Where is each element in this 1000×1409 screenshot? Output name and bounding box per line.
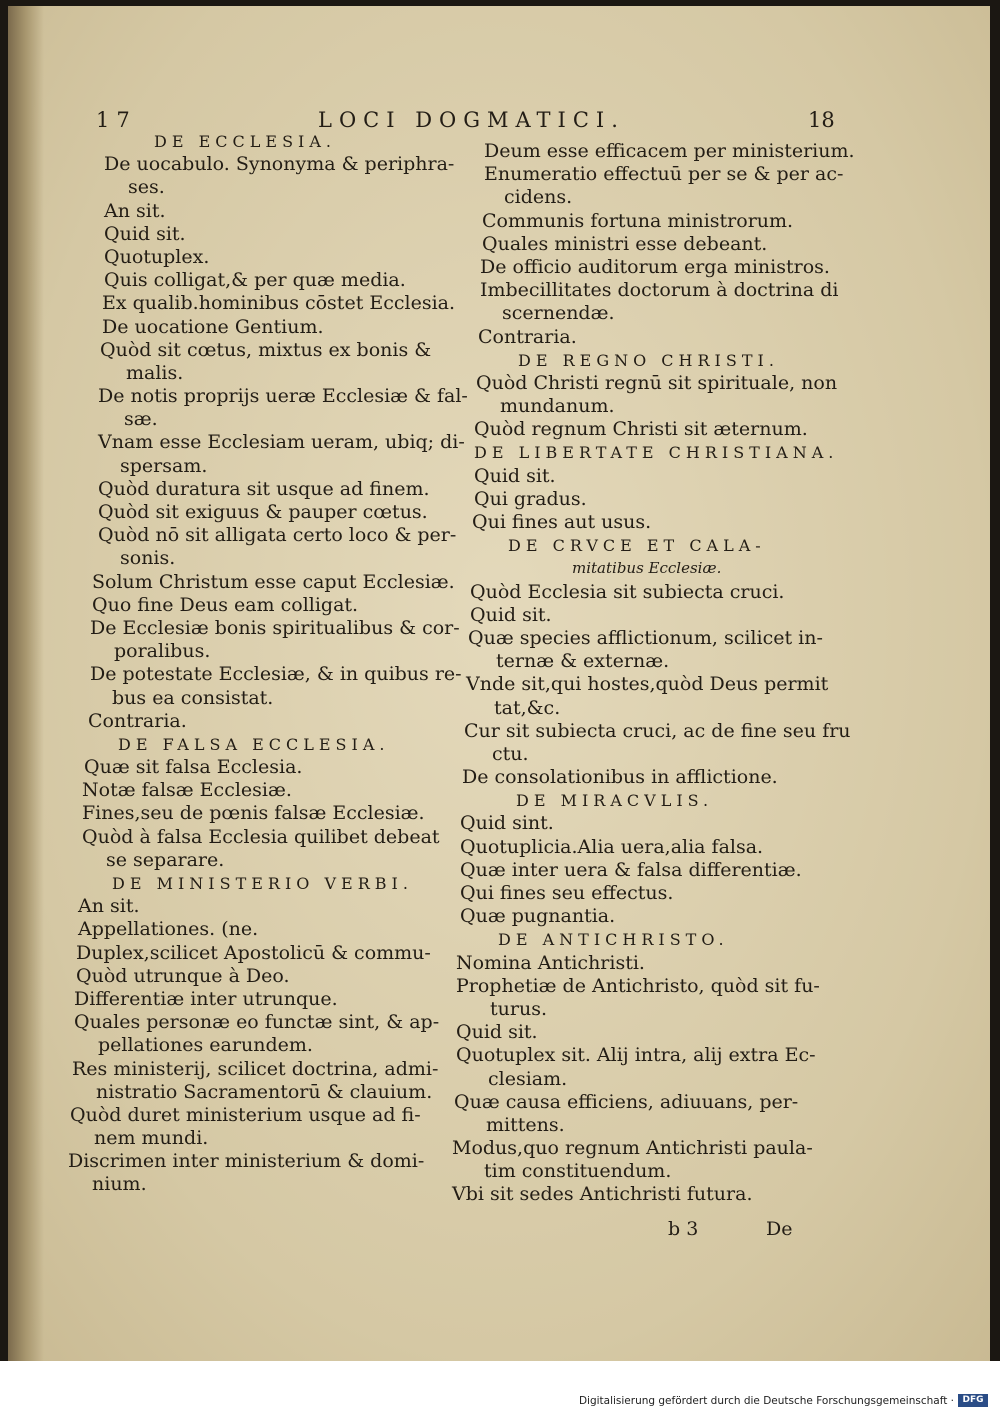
index-line: Imbecillitates doctorum à doctrina di: [480, 279, 839, 302]
index-line: Notæ falsæ Ecclesiæ.: [82, 779, 292, 802]
index-line: De Ecclesiæ bonis spiritualibus & cor-: [90, 616, 460, 639]
section-heading: DE FALSA ECCLESIA.: [118, 734, 390, 754]
page-number-left: 17: [96, 108, 137, 132]
index-line: Quòd Christi regnū sit spirituale, non: [476, 371, 838, 394]
index-line: tat,&c.: [494, 696, 561, 719]
index-line: Nomina Antichristi.: [456, 951, 645, 974]
dfg-logo: DFG: [958, 1394, 988, 1407]
index-line: Quid sint.: [460, 812, 554, 835]
index-line: Quòd à falsa Ecclesia quilibet debeat: [82, 825, 440, 848]
index-line: De consolationibus in afflictione.: [462, 766, 778, 789]
index-line: Prophetiæ de Antichristo, quòd sit fu-: [456, 974, 820, 997]
index-line: De potestate Ecclesiæ, & in quibus re-: [90, 663, 462, 686]
index-line: mundanum.: [500, 395, 615, 418]
index-line: De officio auditorum erga ministros.: [480, 255, 830, 278]
index-line: Quid sit.: [456, 1021, 538, 1044]
index-line: Quæ species afflictionum, scilicet in-: [468, 626, 823, 649]
index-line: Quales ministri esse debeant.: [482, 232, 768, 255]
index-line: Cur sit subiecta cruci, ac de fine seu fru: [464, 719, 851, 742]
index-line: pellationes earundem.: [98, 1034, 313, 1057]
index-line: Quòd regnum Christi sit æternum.: [474, 418, 808, 441]
index-line: turus.: [490, 997, 547, 1020]
index-line: spersam.: [120, 454, 208, 477]
index-line: Quid sit.: [470, 603, 552, 626]
index-line: nem mundi.: [94, 1127, 209, 1150]
index-line: poralibus.: [114, 640, 211, 663]
index-line: mitatibus Ecclesiæ.: [572, 559, 722, 578]
index-line: Res ministerij, scilicet doctrina, admi-: [72, 1057, 439, 1080]
index-line: Quòd Ecclesia sit subiecta cruci.: [470, 580, 785, 603]
index-line: Solum Christum esse caput Ecclesiæ.: [92, 570, 455, 593]
index-line: Vnam esse Ecclesiam ueram, ubiq; di-: [98, 431, 465, 454]
index-line: Modus,quo regnum Antichristi paula-: [452, 1137, 813, 1160]
index-line: sonis.: [120, 547, 176, 570]
index-line: Differentiæ inter utrunque.: [74, 987, 338, 1010]
index-line: Quæ pugnantia.: [460, 905, 616, 928]
index-line: clesiam.: [488, 1067, 568, 1090]
index-line: ses.: [128, 176, 165, 199]
index-line: Quid sit.: [104, 222, 186, 245]
index-line: nium.: [92, 1173, 147, 1196]
index-line: Ex qualib.hominibus cōstet Ecclesia.: [102, 292, 456, 315]
section-heading: DE ANTICHRISTO.: [498, 930, 729, 950]
index-line: Quæ sit falsa Ecclesia.: [84, 756, 303, 779]
index-line: Quòd duratura sit usque ad finem.: [98, 477, 430, 500]
index-line: Quotuplex sit. Alij intra, alij extra Ec-: [456, 1044, 816, 1067]
running-title: LOCI DOGMATICI.: [318, 108, 625, 132]
signature-mark: b 3: [668, 1218, 699, 1240]
section-heading: DE MIRACVLIS.: [516, 791, 714, 811]
index-line: Fines,seu de pœnis falsæ Ecclesiæ.: [82, 802, 425, 825]
index-line: mittens.: [486, 1113, 565, 1136]
index-line: Contraria.: [88, 709, 187, 732]
index-line: Quales personæ eo functæ sint, & ap-: [74, 1011, 440, 1034]
left-column-index: [68, 130, 468, 1197]
index-line: Quòd nō sit alligata certo loco & per-: [98, 524, 457, 547]
index-line: Quo fine Deus eam colligat.: [92, 593, 359, 616]
index-line: Quòd sit cœtus, mixtus ex bonis &: [100, 338, 432, 361]
index-line: Quid sit.: [474, 464, 556, 487]
index-line: Qui fines aut usus.: [472, 511, 652, 533]
index-line: Quòd sit exiguus & pauper cœtus.: [98, 501, 428, 523]
index-line: cidens.: [504, 186, 573, 209]
catchword: De: [766, 1218, 793, 1240]
index-line: De uocatione Gentium.: [102, 315, 324, 338]
section-heading: DE ECCLESIA.: [154, 132, 336, 151]
index-line: De uocabulo. Synonyma & periphra-: [104, 153, 455, 176]
index-line: Quòd utrunque à Deo.: [76, 964, 290, 987]
index-line: Discrimen inter ministerium & domi-: [68, 1150, 425, 1173]
index-line: bus ea consistat.: [112, 686, 274, 709]
index-line: Quotuplicia.Alia uera,alia falsa.: [460, 835, 764, 858]
page-number-right: 18: [808, 108, 835, 132]
index-line: Quæ causa efficiens, adiuuans, per-: [454, 1090, 799, 1113]
index-line: ctu.: [492, 742, 529, 765]
dfg-credit: Digitalisierung gefördert durch die Deutsche Forschungsgemeinschaft ·: [578, 1395, 954, 1407]
index-line: Communis fortuna ministrorum.: [482, 209, 794, 232]
index-line: nistratio Sacramentorū & clauium.: [96, 1080, 433, 1103]
index-line: sæ.: [124, 408, 158, 431]
index-line: malis.: [126, 361, 184, 384]
index-line: Enumeratio effectuū per se & per ac-: [484, 163, 844, 186]
index-line: Qui fines seu effectus.: [460, 882, 674, 904]
index-line: Duplex,scilicet Apostolicū & commu-: [76, 941, 431, 964]
index-line: Appellationes. (ne.: [78, 918, 259, 941]
section-heading: DE MINISTERIO VERBI.: [112, 874, 413, 893]
index-line: tim constituendum.: [484, 1160, 672, 1183]
index-line: De notis proprijs ueræ Ecclesiæ & fal-: [98, 385, 468, 408]
section-heading: DE CRVCE ET CALA-: [508, 536, 766, 556]
index-line: An sit.: [104, 199, 166, 222]
index-line: Contraria.: [478, 325, 577, 348]
section-heading: DE REGNO CHRISTI.: [518, 350, 779, 370]
index-line: ternæ & externæ.: [496, 650, 670, 673]
index-line: se separare.: [106, 848, 225, 871]
index-line: Quotuplex.: [104, 245, 210, 268]
index-line: Deum esse efficacem per ministerium.: [484, 140, 855, 162]
index-line: An sit.: [78, 895, 140, 918]
index-line: Quòd duret ministerium usque ad fi-: [70, 1103, 421, 1126]
section-heading: DE LIBERTATE CHRISTIANA.: [474, 443, 839, 463]
page-gutter-shadow: [8, 6, 44, 1361]
index-line: scernendæ.: [502, 302, 615, 325]
index-line: Quis colligat,& per quæ media.: [104, 269, 406, 292]
index-line: Quæ inter uera & falsa differentiæ.: [460, 858, 802, 881]
index-line: Vnde sit,qui hostes,quòd Deus permit: [466, 673, 829, 696]
index-line: Qui gradus.: [474, 487, 587, 510]
right-column-index: [452, 140, 855, 1207]
index-line: Vbi sit sedes Antichristi futura.: [452, 1183, 753, 1206]
